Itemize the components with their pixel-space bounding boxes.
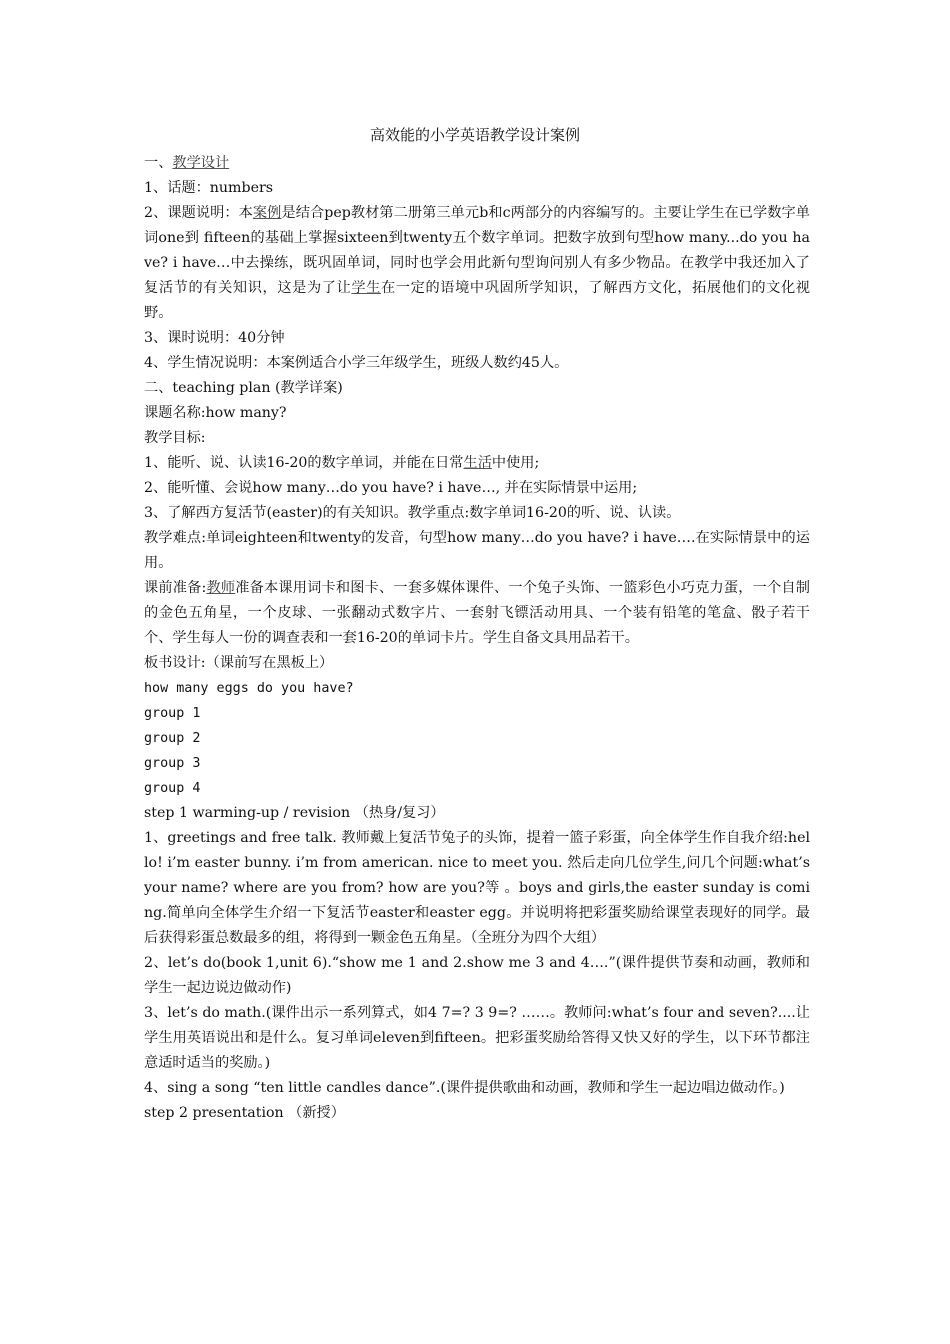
board-design-title: 板书设计:（课前写在黑板上） <box>144 655 334 671</box>
description-text: 2、课题说明：本 <box>144 205 253 221</box>
group-line: group 4 <box>144 781 201 796</box>
section-heading-2: 二、teaching plan (教学详案) <box>144 380 343 396</box>
step-heading: step 1 warming-up / revision （热身/复习） <box>144 805 445 821</box>
goal-item: 2、能听懂、会说how many…do you have? i have…, 并在实际情景中运用; <box>144 480 638 496</box>
preparation-label: 课前准备: <box>144 580 207 596</box>
goal-text: 1、能听、说、认读16-20的数字单词，并能在日常 <box>144 455 464 471</box>
student-link[interactable]: 学生 <box>351 280 382 296</box>
lesson-name: 课题名称:how many? <box>144 405 287 421</box>
step-heading: step 2 presentation （新授） <box>144 1105 345 1121</box>
group-line: group 3 <box>144 756 201 771</box>
step-item: 4、sing a song “ten little candles dance”.(课件提供歌曲和动画，教师和学生一起边唱边做动作。) <box>144 1080 785 1096</box>
goal-item: 3、了解西方复活节(easter)的有关知识。教学重点:数字单词16-20的听、说、认读。 <box>144 505 681 521</box>
teaching-design-link[interactable]: 教学设计 <box>172 155 230 171</box>
teacher-link[interactable]: 教师 <box>206 580 236 596</box>
preparation-text: 准备本课用词卡和图卡、一套多媒体课件、一个兔子头饰、一篮彩色小巧克力蛋，一个自制的金色五角星，一个皮球、一张翻动式数字片、一套射飞镖活动用具、一个装有铅笔的笔盒、骰子若干个、学生每人一份的调查表和一套16-20的单词卡片。学生自备文具用品若干。 <box>144 580 810 646</box>
description-text: 是结合pep教材第二册第三单元b和c两部分的内容编写的。主要让学生在已学数字单词one到 fifteen的基础上掌握sixteen到twenty五个数字单词。把数字放到句型how many...do you have? i have…中去操练，既巩固单词，同时也学会用此新句型询问别人有多少物品。在教学中我还加入了复活节的有关知识，这是为了让 <box>144 205 810 296</box>
group-line: group 2 <box>144 731 201 746</box>
goal-text: 中使用; <box>491 455 540 471</box>
step-item: 3、let’s do math.(课件出示一系列算式，如4 7=? 3 9=? ……。教师问:what’s four and seven?....让学生用英语说出和是什么。复习单词eleven到fifteen。把彩蛋奖励给答得又快又好的学生，以下环节都注意适时适当的奖励。) <box>144 1005 810 1071</box>
section-heading-1 <box>144 151 810 176</box>
description-text: 在一定的语境中巩固所学知识，了解西方文化，拓展他们的文化视野。 <box>144 280 810 321</box>
life-link[interactable]: 生活 <box>463 455 492 471</box>
lesson-description <box>144 201 810 326</box>
case-link[interactable]: 案例 <box>252 205 282 221</box>
board-question: how many eggs do you have? <box>144 681 354 696</box>
section-number: 一、 <box>144 155 173 171</box>
group-line: group 1 <box>144 706 201 721</box>
step-item: 2、let’s do(book 1,unit 6).“show me 1 and 2.show me 3 and 4….”(课件提供节奏和动画，教师和学生一起边说边做动作) <box>144 955 810 996</box>
duration-line: 3、课时说明：40分钟 <box>144 330 285 346</box>
goals-title: 教学目标: <box>144 430 206 446</box>
preparation-line <box>144 576 810 651</box>
document-title: 高效能的小学英语教学设计案例 <box>369 126 580 144</box>
students-line: 4、学生情况说明：本案例适合小学三年级学生，班级人数约45人。 <box>144 355 569 371</box>
topic-line: 1、话题：numbers <box>144 180 274 196</box>
difficulty-line: 教学难点:单词eighteen和twenty的发音，句型how many…do you have? i have….在实际情景中的运用。 <box>144 530 810 571</box>
step-item: 1、greetings and free talk. 教师戴上复活节兔子的头饰，提着一篮子彩蛋，向全体学生作自我介绍:hello! i’m easter bunny. i’m from american. nice to meet you. 然后走向几位学生,问几个问题:what’s your name? where are you from? how are you?等 。boys and girls,the easter sunday is coming.简单向全体学生介绍一下复活节easter和easter egg。并说明将把彩蛋奖励给课堂表现好的同学。最后获得彩蛋总数最多的组，将得到一颗金色五角星。（全班分为四个大组） <box>144 830 810 946</box>
document-body <box>144 151 810 1126</box>
goal-item <box>144 451 810 476</box>
